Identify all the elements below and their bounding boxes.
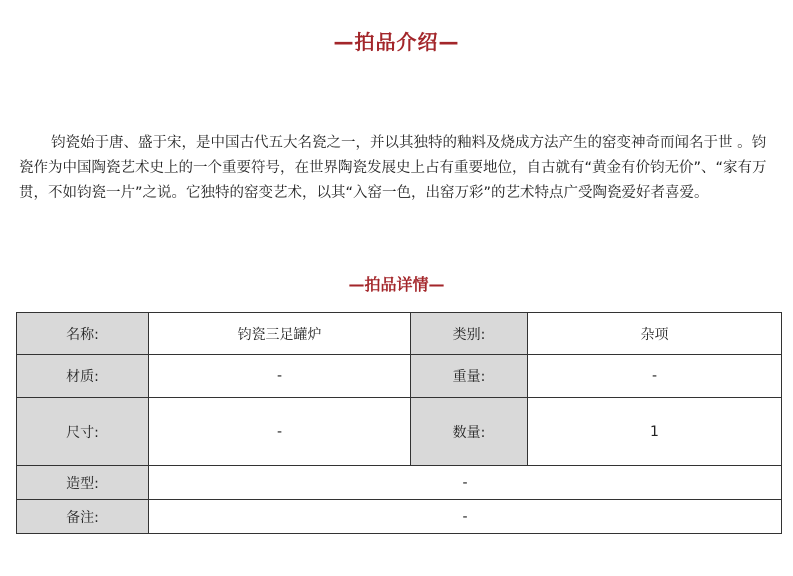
category-label: 类别: <box>411 313 528 355</box>
intro-paragraph: 钧瓷始于唐、盛于宋，是中国古代五大名瓷之一，并以其独特的釉料及烧成方法产生的窑变神奇而闻名于世 。钧瓷作为中国陶瓷艺术史上的一个重要符号，在世界陶瓷发展史上占有重要地位，自古就有“黄金有价钧无价”、“家有万贯，不如钧瓷一片”之说。它独特的窑变艺术，以其“入窑一色，出窑万彩”的艺术特点广受陶瓷爱好者喜爱。 <box>19 134 767 201</box>
details-table <box>16 312 782 534</box>
material-label: 材质: <box>17 355 149 398</box>
remark-label: 备注: <box>17 500 149 534</box>
material-value: - <box>149 355 411 398</box>
size-label: 尺寸: <box>17 398 149 466</box>
weight-value: - <box>528 355 782 398</box>
remark-value: - <box>149 500 782 534</box>
table-row <box>17 466 782 500</box>
size-value: - <box>149 398 411 466</box>
table-row <box>17 313 782 355</box>
category-value: 杂项 <box>528 313 782 355</box>
intro-section-title: —拍品介绍— <box>333 30 460 54</box>
shape-label: 造型: <box>17 466 149 500</box>
shape-value: - <box>149 466 782 500</box>
quantity-value: 1 <box>528 398 782 466</box>
name-value: 钧瓷三足罐炉 <box>149 313 411 355</box>
weight-label: 重量: <box>411 355 528 398</box>
table-row <box>17 355 782 398</box>
table-row <box>17 500 782 534</box>
name-label: 名称: <box>17 313 149 355</box>
table-row <box>17 398 782 466</box>
details-section-title: —拍品详情— <box>348 275 445 294</box>
quantity-label: 数量: <box>411 398 528 466</box>
